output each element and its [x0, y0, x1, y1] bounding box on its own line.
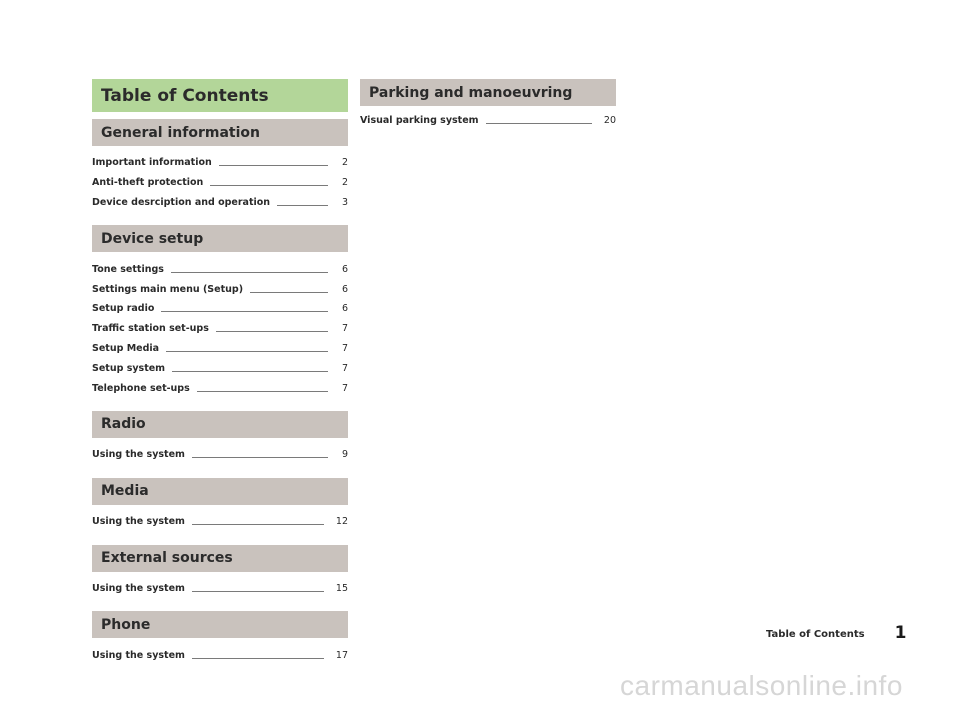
leader-line: [166, 351, 328, 352]
entry-label: Device desrciption and operation: [92, 196, 271, 208]
entry-label: Anti-theft protection: [92, 177, 204, 189]
entry-label: Setup Media: [92, 342, 160, 354]
leader-line: [192, 457, 328, 458]
entry-label: Using the system: [92, 516, 185, 528]
entry-label: Using the system: [92, 649, 185, 661]
leader-line: [250, 292, 328, 293]
section-header-general-information: General information: [92, 119, 348, 146]
entry-page: 7: [341, 382, 348, 394]
section-header-phone: Phone: [92, 611, 348, 638]
entry-label: Traffic station set-ups: [92, 323, 209, 335]
leader-line: [192, 591, 324, 592]
leader-line: [172, 371, 328, 372]
entry-page: 15: [335, 582, 348, 594]
footer-label: Table of Contents: [766, 629, 865, 640]
leader-line: [161, 311, 328, 312]
entry-page: 6: [341, 283, 348, 295]
toc-entry[interactable]: [92, 579, 348, 599]
entry-page: 20: [603, 115, 616, 127]
leader-line: [277, 205, 328, 206]
leader-line: [210, 185, 328, 186]
page-number: 1: [894, 623, 907, 643]
toc-entry[interactable]: [92, 153, 348, 173]
entry-label: Settings main menu (Setup): [92, 283, 244, 295]
toc-entry[interactable]: [92, 645, 348, 665]
toc-entry[interactable]: [92, 259, 348, 279]
section-header-media: Media: [92, 478, 348, 505]
entry-page: 7: [341, 362, 348, 374]
toc-entry[interactable]: [92, 173, 348, 193]
page-footer: [766, 625, 906, 642]
entry-page: 2: [341, 157, 348, 169]
entry-label: Setup radio: [92, 303, 155, 315]
toc-entry[interactable]: [92, 512, 348, 532]
entry-label: Tone settings: [92, 263, 164, 275]
toc-entry[interactable]: [92, 319, 348, 339]
watermark: carmanualsonline.info: [620, 670, 903, 701]
entry-label: Important information: [92, 157, 212, 169]
entry-page: 12: [335, 516, 348, 528]
entry-label: Setup system: [92, 362, 166, 374]
entry-page: 7: [341, 342, 348, 354]
section-header-parking-and-manoeuvring: Parking and manoeuvring: [360, 79, 616, 106]
section-header-device-setup: Device setup: [92, 225, 348, 252]
toc-entry[interactable]: [92, 299, 348, 319]
entry-page: 17: [335, 649, 348, 661]
leader-line: [192, 524, 324, 525]
leader-line: [219, 165, 328, 166]
toc-entry[interactable]: [92, 193, 348, 213]
entry-page: 6: [341, 263, 348, 275]
toc-right-column: [360, 79, 616, 131]
toc-left-column: [92, 79, 348, 665]
toc-entry[interactable]: [92, 358, 348, 378]
toc-entry[interactable]: [92, 445, 348, 465]
entry-page: 2: [341, 177, 348, 189]
entry-label: Visual parking system: [360, 115, 479, 127]
entry-page: 7: [341, 323, 348, 335]
leader-line: [192, 658, 324, 659]
entry-label: Using the system: [92, 449, 185, 461]
section-header-external-sources: External sources: [92, 545, 348, 572]
leader-line: [486, 123, 592, 124]
toc-title: Table of Contents: [92, 79, 348, 112]
entry-label: Using the system: [92, 582, 185, 594]
leader-line: [216, 331, 328, 332]
toc-entry[interactable]: [360, 111, 616, 131]
entry-page: 3: [341, 196, 348, 208]
toc-entry[interactable]: [92, 279, 348, 299]
entry-label: Telephone set-ups: [92, 382, 190, 394]
leader-line: [171, 272, 328, 273]
section-header-radio: Radio: [92, 411, 348, 438]
toc-entry[interactable]: [92, 339, 348, 359]
entry-page: 6: [341, 303, 348, 315]
leader-line: [197, 391, 328, 392]
toc-entry[interactable]: [92, 378, 348, 398]
entry-page: 9: [341, 449, 348, 461]
